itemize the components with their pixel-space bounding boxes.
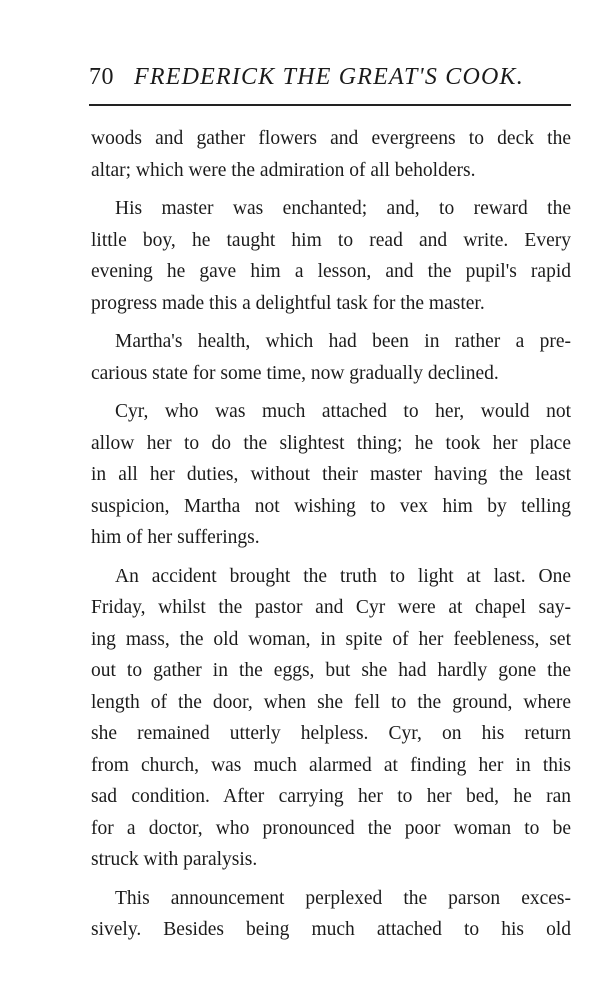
- text-line: in all her duties, without their master having the least: [91, 464, 571, 485]
- text-line: struck with paralysis.: [91, 849, 258, 870]
- paragraph: [91, 561, 571, 876]
- text-line: evening he gave him a lesson, and the pupil's rapid: [91, 261, 571, 282]
- text-line: woods and gather flowers and evergreens to deck the: [91, 128, 571, 149]
- body-text: [91, 123, 571, 946]
- text-line: Friday, whilst the pastor and Cyr were at chapel say-: [91, 597, 571, 618]
- text-line: for a doctor, who pronounced the poor woman to be: [91, 817, 571, 839]
- running-title: FREDERICK THE GREAT'S COOK.: [134, 64, 524, 90]
- text-line: His master was enchanted; and, to reward the: [115, 198, 571, 219]
- text-line: Cyr, who was much attached to her, would not: [115, 401, 571, 422]
- text-line: This announcement perplexed the parson exces-: [115, 887, 571, 909]
- text-line: length of the door, when she fell to the ground, where: [91, 691, 571, 713]
- text-line: progress made this a delightful task for the master.: [91, 292, 485, 314]
- text-line: from church, was much alarmed at finding her in this: [91, 754, 571, 776]
- paragraph: [91, 396, 571, 554]
- text-line: suspicion, Martha not wishing to vex him by telling: [91, 495, 571, 517]
- text-line: An accident brought the truth to light at last. One: [115, 565, 571, 587]
- text-line: out to gather in the eggs, but she had hardly gone the: [91, 660, 571, 681]
- text-line: altar; which were the admiration of all beholders.: [91, 159, 476, 181]
- page-number: 70: [89, 64, 114, 90]
- paragraph: [91, 193, 571, 319]
- text-line: sively. Besides being much attached to his old: [91, 919, 571, 940]
- paragraph: [91, 123, 571, 186]
- text-line: him of her sufferings.: [91, 527, 260, 548]
- text-line: ing mass, the old woman, in spite of her feebleness, set: [91, 628, 571, 650]
- paragraph: [91, 326, 571, 389]
- text-line: Martha's health, which had been in rather a pre-: [115, 331, 571, 352]
- text-line: little boy, he taught him to read and write. Every: [91, 229, 571, 251]
- text-line: she remained utterly helpless. Cyr, on his return: [91, 723, 571, 744]
- paragraph: [91, 883, 571, 946]
- text-line: carious state for some time, now gradually declined.: [91, 362, 499, 384]
- header-rule: [89, 104, 571, 106]
- text-line: sad condition. After carrying her to her bed, he ran: [91, 786, 571, 807]
- text-line: allow her to do the slightest thing; he took her place: [91, 432, 571, 454]
